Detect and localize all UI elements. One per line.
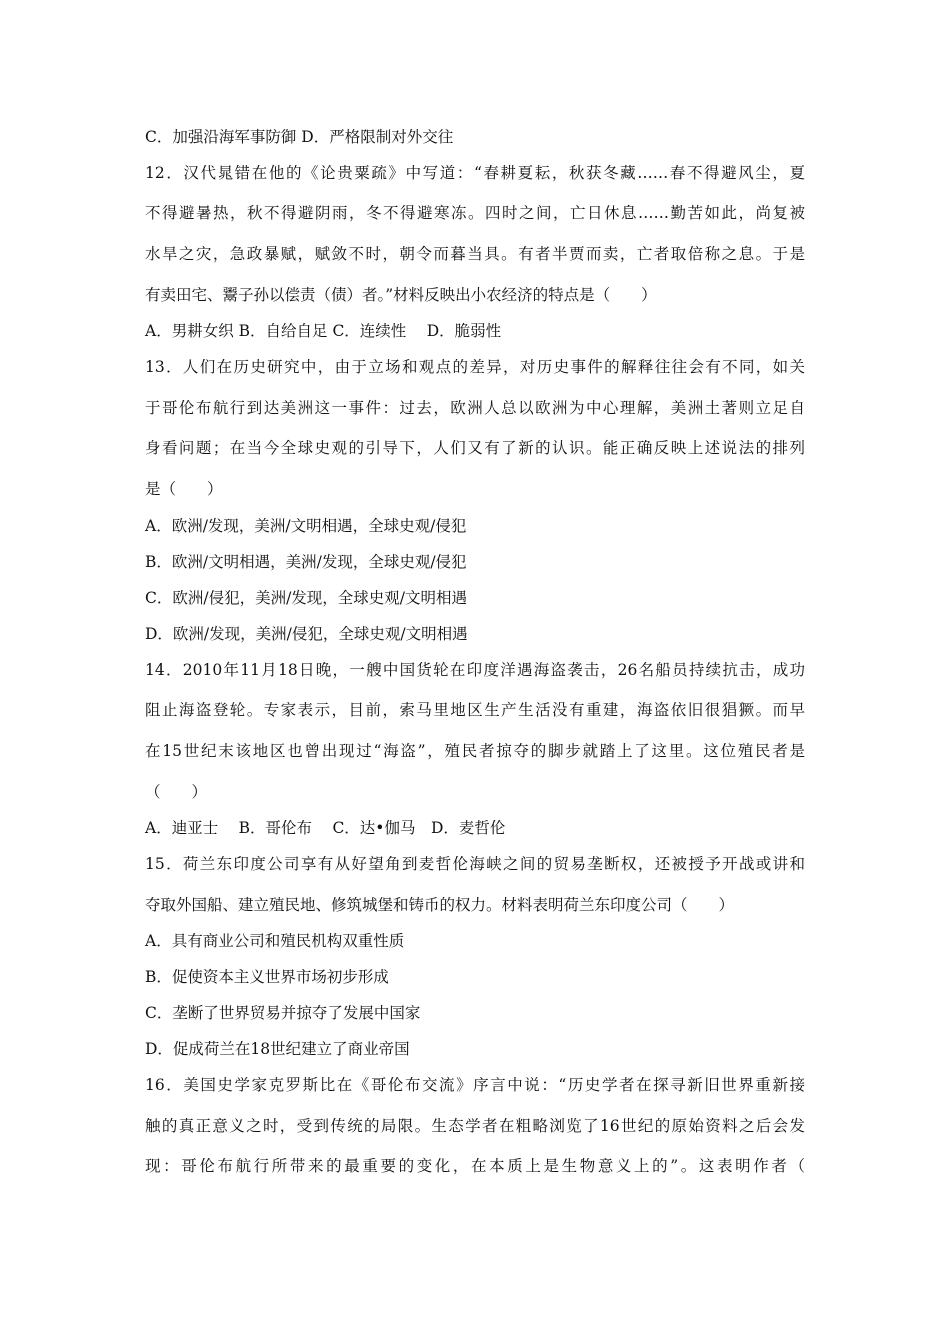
question-15-line: 15．荷兰东印度公司享有从好望角到麦哲伦海峡之间的贸易垄断权，还被授予开战或讲和 (145, 855, 805, 873)
question-12-line: 12．汉代晁错在他的《论贵粟疏》中写道：“春耕夏耘，秋获冬藏……春不得避风尘，夏 (145, 164, 805, 182)
question-12-options: A．男耕女织 B．自给自足 C．连续性 D．脆弱性 (145, 322, 502, 340)
question-16-line: 现：哥伦布航行所带来的最重要的变化，在本质上是生物意义上的”。这表明作者（ (145, 1157, 805, 1175)
question-14-line: 在15世纪末该地区也曾出现过“海盗”，殖民者掠夺的脚步就踏上了这里。这位殖民者是 (145, 742, 805, 760)
question-14-line: （ ） (145, 783, 208, 801)
question-15-option-c: C．垄断了世界贸易并掠夺了发展中国家 (145, 1004, 421, 1022)
question-14-options: A．迪亚士 B．哥伦布 C．达•伽马 D．麦哲伦 (145, 819, 506, 837)
question-13-line: 是（ ） (145, 480, 223, 498)
question-16-line: 触的真正意义之时，受到传统的局限。生态学者在粗略浏览了16世纪的原始资料之后会发 (145, 1117, 805, 1135)
question-12-line: 有卖田宅、鬻子孙以偿责（债）者。”材料反映出小农经济的特点是（ ） (145, 286, 657, 304)
question-12-line: 不得避暑热，秋不得避阴雨，冬不得避寒冻。四时之间，亡日休息……勤苦如此，尚复被 (145, 204, 805, 222)
question-15-option-d: D．促成荷兰在18世纪建立了商业帝国 (145, 1040, 410, 1058)
question-12-line: 水旱之灾，急政暴赋，赋敛不时，朝令而暮当具。有者半贾而卖，亡者取倍称之息。于是 (145, 245, 805, 263)
question-15-line: 夺取外国船、建立殖民地、修筑城堡和铸币的权力。材料表明荷兰东印度公司（ ） (145, 896, 735, 914)
question-13-option-d: D．欧洲/发现，美洲/侵犯，全球史观/文明相遇 (145, 625, 468, 643)
question-13-option-a: A．欧洲/发现，美洲/文明相遇，全球史观/侵犯 (145, 517, 467, 535)
text-line: C．加强沿海军事防御 D．严格限制对外交往 (145, 128, 454, 146)
question-15-option-b: B．促使资本主义世界市场初步形成 (145, 968, 389, 986)
question-14-line: 14．2010年11月18日晚，一艘中国货轮在印度洋遇海盗袭击，26名船员持续抗击，成功 (145, 661, 805, 679)
question-13-option-c: C．欧洲/侵犯，美洲/发现，全球史观/文明相遇 (145, 589, 468, 607)
question-16-line: 16．美国史学家克罗斯比在《哥伦布交流》序言中说：“历史学者在探寻新旧世界重新接 (145, 1076, 805, 1094)
question-13-line: 13．人们在历史研究中，由于立场和观点的差异，对历史事件的解释往往会有不同，如关 (145, 358, 805, 376)
question-13-line: 于哥伦布航行到达美洲这一事件：过去，欧洲人总以欧洲为中心理解，美洲土著则立足自 (145, 399, 805, 417)
question-13-option-b: B．欧洲/文明相遇，美洲/发现，全球史观/侵犯 (145, 553, 467, 571)
question-13-line: 身看问题；在当今全球史观的引导下，人们又有了新的认识。能正确反映上述说法的排列 (145, 439, 805, 457)
question-15-option-a: A．具有商业公司和殖民机构双重性质 (145, 932, 405, 950)
question-14-line: 阻止海盗登轮。专家表示，目前，索马里地区生产生活没有重建，海盗依旧很猖獗。而早 (145, 701, 805, 719)
